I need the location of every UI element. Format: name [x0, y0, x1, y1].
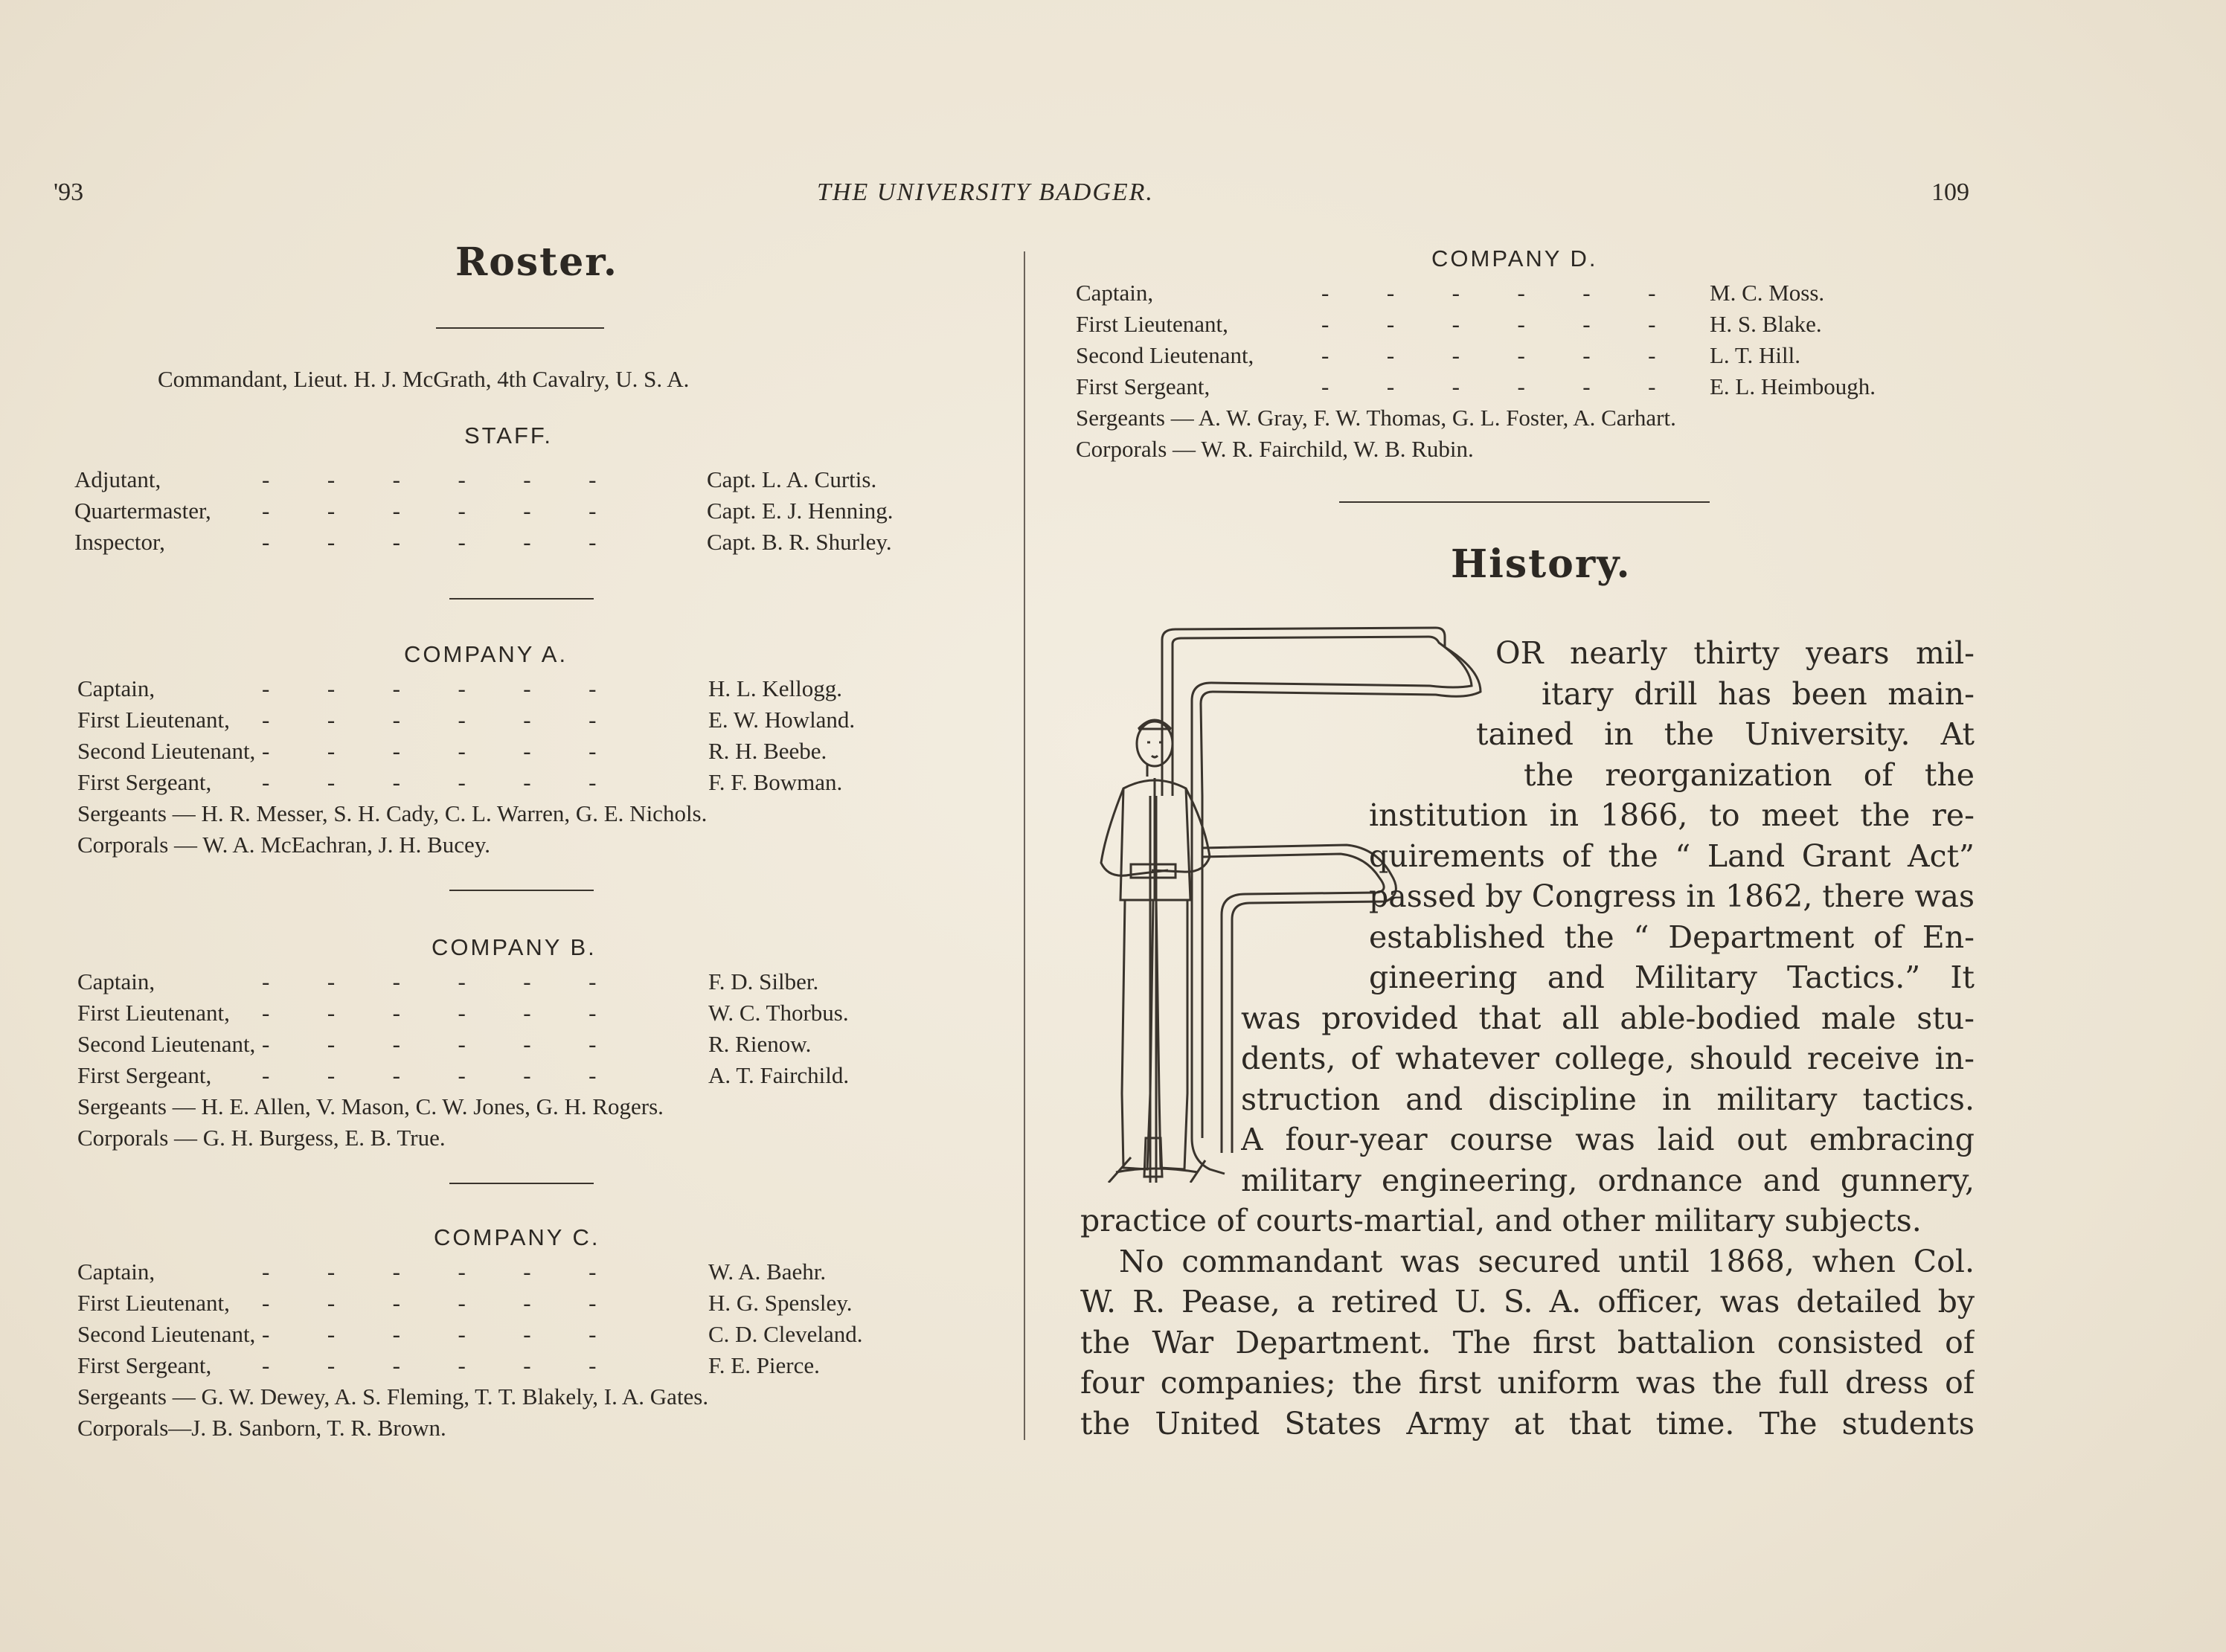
staff-heading: STAFF.	[464, 422, 554, 449]
roster-row	[74, 529, 975, 559]
history-line: itary drill has been main-	[1542, 675, 1975, 712]
roster-role: Inspector,	[74, 529, 165, 555]
history-line: quirements of the “ Land Grant Act”	[1369, 838, 1975, 874]
history-line: A four-year course was laid out embracing	[1241, 1122, 1975, 1157]
leader-dashes: - - - - - -	[262, 529, 597, 555]
roster-role: Second Lieutenant,	[1076, 342, 1254, 368]
leader-dashes: - - - - - -	[262, 1321, 597, 1347]
roster-role: Second Lieutenant,	[77, 738, 256, 764]
history-line: the reorganization of the	[1524, 756, 1975, 793]
history-line: No commandant was secured until 1868, when Col.	[1119, 1243, 1975, 1279]
roster-name: H. G. Spensley.	[708, 1290, 853, 1316]
roster-name: Capt. L. A. Curtis.	[707, 466, 877, 492]
roster-name: W. A. Baehr.	[708, 1259, 827, 1285]
history-line: was provided that all able-bodied male stu-	[1241, 1000, 1975, 1036]
divider	[449, 1183, 594, 1184]
roster-name: E. L. Heimbough.	[1710, 373, 1876, 399]
roster-name: R. H. Beebe.	[708, 738, 827, 764]
roster-row	[77, 1259, 976, 1288]
history-line: institution in 1866, to meet the re-	[1369, 797, 1975, 833]
company-a-sergeants: Sergeants — H. R. Messer, S. H. Cady, C. L. Warren, G. E. Nichols.	[77, 800, 708, 826]
leader-dashes: - - - - - -	[262, 738, 597, 764]
history-title: History.	[1451, 541, 1632, 587]
roster-role: First Lieutenant,	[1076, 311, 1228, 337]
roster-row	[74, 466, 975, 496]
page-number: 109	[1931, 179, 1969, 206]
header-left: '93	[54, 179, 84, 206]
history-line: OR nearly thirty years mil-	[1495, 635, 1975, 671]
roster-row	[1076, 342, 1978, 372]
roster-name: R. Rienow.	[708, 1031, 812, 1057]
roster-row	[77, 1000, 976, 1029]
roster-name: C. D. Cleveland.	[708, 1321, 863, 1347]
company-a-heading: COMPANY A.	[404, 641, 568, 667]
roster-row	[77, 738, 976, 768]
company-c-heading: COMPANY C.	[434, 1224, 600, 1250]
roster-name: L. T. Hill.	[1710, 342, 1800, 368]
roster-role: Captain,	[1076, 280, 1154, 306]
roster-name: M. C. Moss.	[1710, 280, 1825, 306]
leader-dashes: - - - - - -	[262, 707, 597, 733]
leader-dashes: - - - - - -	[262, 1259, 597, 1285]
roster-role: Second Lieutenant,	[77, 1031, 256, 1057]
roster-role: Captain,	[77, 1259, 155, 1285]
roster-role: Captain,	[77, 968, 155, 994]
history-line: the War Department. The first battalion consisted of	[1080, 1324, 1975, 1360]
roster-role: Captain,	[77, 675, 155, 701]
roster-name: H. L. Kellogg.	[708, 675, 842, 701]
leader-dashes: - - - - - -	[262, 769, 597, 795]
history-line: practice of courts-martial, and other military subjects.	[1080, 1203, 1922, 1238]
divider	[449, 598, 594, 600]
roster-row	[77, 1321, 976, 1351]
company-b-sergeants: Sergeants — H. E. Allen, V. Mason, C. W. Jones, G. H. Rogers.	[77, 1093, 664, 1119]
roster-role: Quartermaster,	[74, 498, 211, 524]
roster-role: First Sergeant,	[77, 769, 212, 795]
roster-row	[1076, 373, 1978, 403]
company-d-corporals: Corporals — W. R. Fairchild, W. B. Rubin.	[1076, 436, 1474, 462]
roster-role: Second Lieutenant,	[77, 1321, 256, 1347]
history-line: gineering and Military Tactics.” It	[1369, 960, 1975, 995]
leader-dashes: - - - - - -	[262, 1031, 597, 1057]
history-line: dents, of whatever college, should receive in-	[1241, 1041, 1975, 1076]
roster-name: H. S. Blake.	[1710, 311, 1822, 337]
roster-row	[1076, 311, 1978, 341]
roster-role: Adjutant,	[74, 466, 161, 492]
roster-row	[77, 1062, 976, 1092]
roster-row	[77, 769, 976, 799]
company-b-corporals: Corporals — G. H. Burgess, E. B. True.	[77, 1125, 446, 1151]
history-line: struction and discipline in military tactics.	[1241, 1081, 1975, 1117]
history-line: tained in the University. At	[1476, 716, 1975, 752]
roster-row	[77, 707, 976, 736]
history-line: military engineering, ordnance and gunnery,	[1241, 1162, 1975, 1198]
roster-row	[1076, 280, 1978, 309]
company-d-sergeants: Sergeants — A. W. Gray, F. W. Thomas, G. L. Foster, A. Carhart.	[1076, 405, 1676, 431]
roster-title: Roster.	[455, 240, 619, 285]
roster-role: First Sergeant,	[1076, 373, 1210, 399]
leader-dashes: - - - - - -	[262, 675, 597, 701]
leader-dashes: - - - - - -	[1321, 373, 1656, 399]
leader-dashes: - - - - - -	[262, 1062, 597, 1088]
roster-role: First Sergeant,	[77, 1352, 212, 1378]
roster-row	[77, 1352, 976, 1382]
roster-row	[77, 968, 976, 998]
divider	[449, 890, 594, 891]
commandant-line: Commandant, Lieut. H. J. McGrath, 4th Cavalry, U. S. A.	[158, 366, 690, 392]
roster-row	[77, 1290, 976, 1320]
history-line: four companies; the first uniform was the full dress of	[1080, 1365, 1975, 1401]
roster-name: Capt. B. R. Shurley.	[707, 529, 892, 555]
leader-dashes: - - - - - -	[262, 968, 597, 994]
running-title: THE UNIVERSITY BADGER.	[817, 179, 1154, 206]
history-line: W. R. Pease, a retired U. S. A. officer, was detailed by	[1080, 1284, 1975, 1320]
roster-row	[77, 675, 976, 705]
company-b-heading: COMPANY B.	[432, 934, 597, 960]
roster-role: First Sergeant,	[77, 1062, 212, 1088]
leader-dashes: - - - - - -	[1321, 342, 1656, 368]
roster-name: F. D. Silber.	[708, 968, 819, 994]
leader-dashes: - - - - - -	[262, 498, 597, 524]
leader-dashes: - - - - - -	[1321, 280, 1656, 306]
roster-row	[77, 1031, 976, 1061]
roster-name: F. E. Pierce.	[708, 1352, 820, 1378]
column-divider	[1024, 251, 1025, 1440]
leader-dashes: - - - - - -	[262, 466, 597, 492]
roster-role: First Lieutenant,	[77, 1290, 230, 1316]
leader-dashes: - - - - - -	[262, 1352, 597, 1378]
company-d-heading: COMPANY D.	[1431, 245, 1598, 271]
company-a-corporals: Corporals — W. A. McEachran, J. H. Bucey.	[77, 832, 491, 858]
roster-row	[74, 498, 975, 527]
roster-name: Capt. E. J. Henning.	[707, 498, 894, 524]
history-line: established the “ Department of En-	[1369, 919, 1975, 955]
roster-role: First Lieutenant,	[77, 707, 230, 733]
leader-dashes: - - - - - -	[262, 1000, 597, 1026]
history-line: passed by Congress in 1862, there was	[1369, 878, 1975, 914]
company-c-corporals: Corporals—J. B. Sanborn, T. R. Brown.	[77, 1415, 446, 1441]
company-c-sergeants: Sergeants — G. W. Dewey, A. S. Fleming, T. T. Blakely, I. A. Gates.	[77, 1383, 709, 1410]
leader-dashes: - - - - - -	[1321, 311, 1656, 337]
leader-dashes: - - - - - -	[262, 1290, 597, 1316]
roster-name: F. F. Bowman.	[708, 769, 843, 795]
history-line: the United States Army at that time. The students	[1080, 1405, 1975, 1442]
divider	[1339, 501, 1710, 503]
roster-name: E. W. Howland.	[708, 707, 856, 733]
divider	[436, 327, 604, 329]
roster-name: A. T. Fairchild.	[708, 1062, 850, 1088]
roster-name: W. C. Thorbus.	[708, 1000, 849, 1026]
roster-role: First Lieutenant,	[77, 1000, 230, 1026]
